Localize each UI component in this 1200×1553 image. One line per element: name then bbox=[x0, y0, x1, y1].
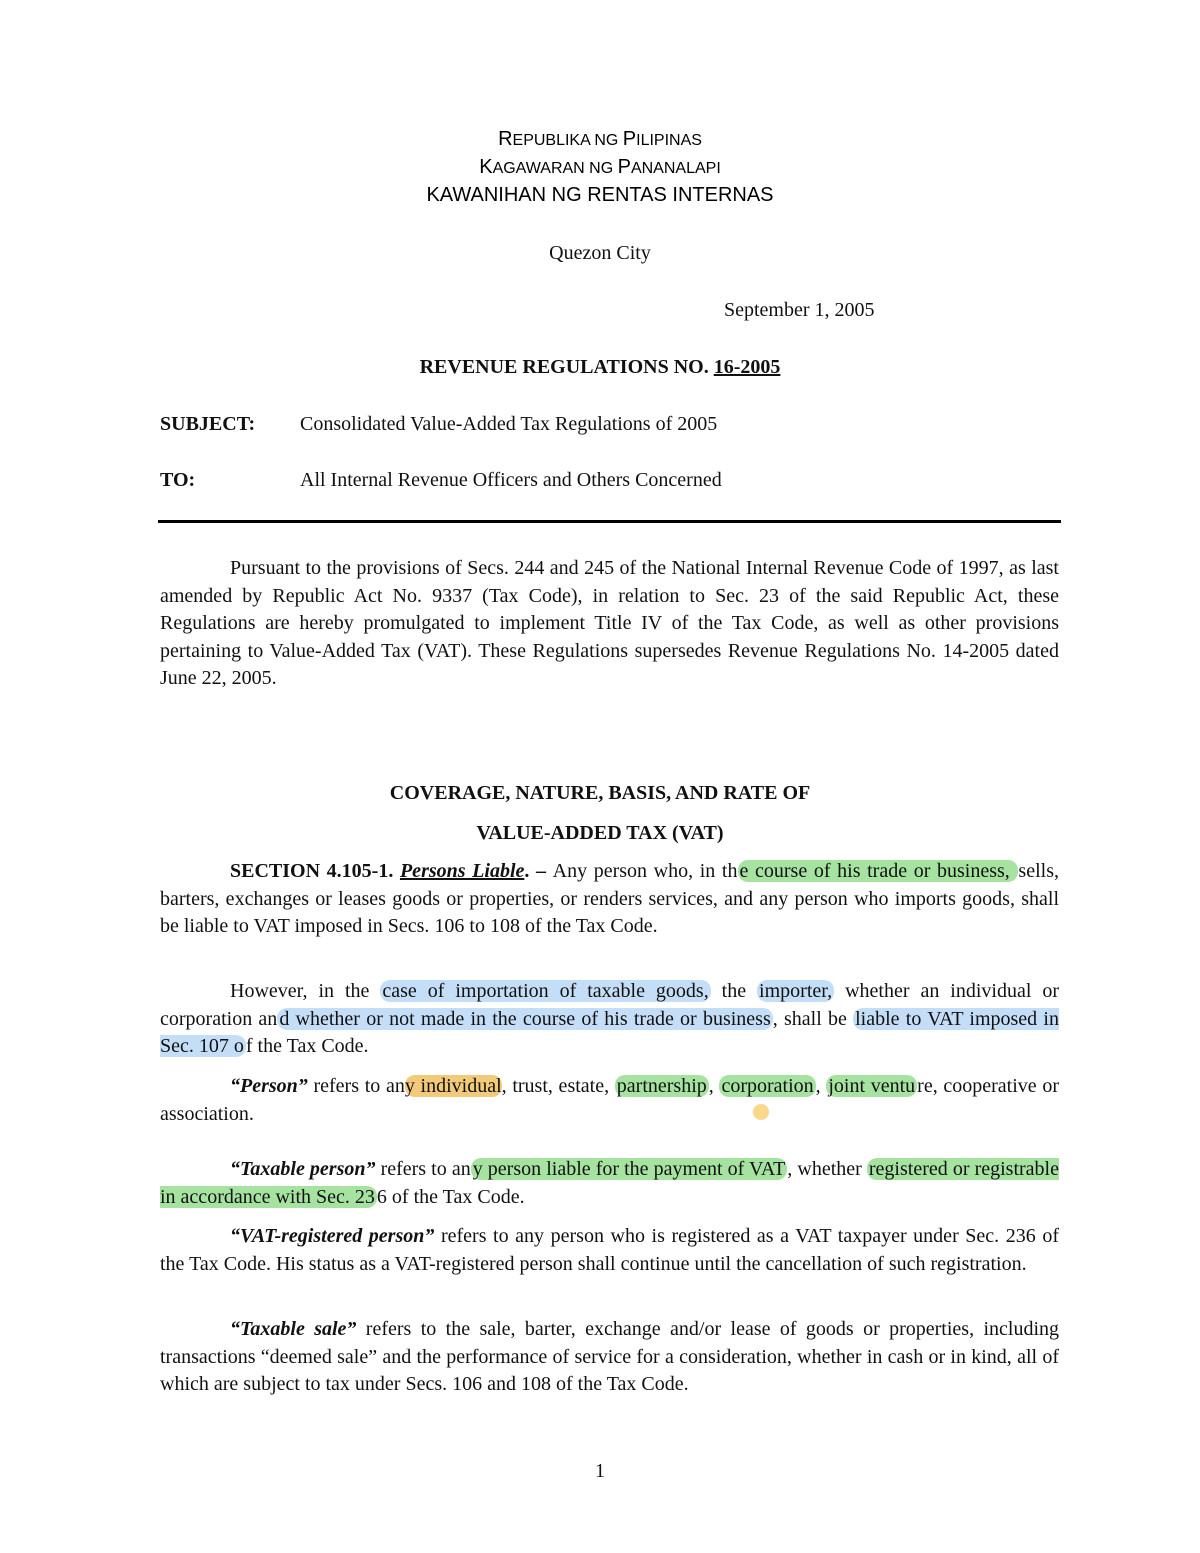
definition-term: “Person” bbox=[230, 1075, 308, 1097]
text-run: However, in the bbox=[230, 980, 381, 1002]
highlight-dot bbox=[753, 1104, 769, 1120]
text-run: , bbox=[815, 1075, 827, 1097]
text-run: sells, barters, exchanges or leases goods or properties, or renders services, and any person who imports goods, shall be liable to VAT imposed in Secs. 106 to 108 of the Tax Code. bbox=[160, 860, 1059, 937]
text-run: refers to an bbox=[375, 1158, 471, 1180]
header-small: EPUBLIKA NG bbox=[512, 132, 623, 149]
vat-registered-definition bbox=[160, 1223, 1059, 1278]
highlight-blue: importer, bbox=[759, 980, 833, 1002]
highlight-green: corporation bbox=[721, 1075, 814, 1097]
regulation-number: 16-2005 bbox=[713, 356, 781, 378]
definition-term: “VAT-registered person” bbox=[230, 1225, 435, 1247]
header-small: ANANALAPI bbox=[630, 160, 721, 177]
header-line-3: KAWANIHAN NG RENTAS INTERNAS bbox=[426, 184, 774, 206]
importation-paragraph bbox=[160, 978, 1059, 1061]
city: Quezon City bbox=[549, 242, 651, 264]
text-run: refers to the sale, barter, exchange and/or lease of goods or properties, including transactions “deemed sale” and the performance of service for a consideration, whether in cash or in kind, all of which are subject to tax under Secs. 106 and 108 of the Tax Code. bbox=[160, 1318, 1060, 1395]
heading-line-2: VALUE-ADDED TAX (VAT) bbox=[476, 822, 724, 844]
text-run: f the Tax Code. bbox=[245, 1035, 369, 1057]
to-label: TO: bbox=[160, 469, 196, 491]
definition-term: “Taxable sale” bbox=[230, 1318, 357, 1340]
text-run: refers to an bbox=[307, 1075, 405, 1097]
highlight-green: partnership bbox=[616, 1075, 707, 1097]
section-number: SECTION 4.105-1. bbox=[230, 860, 400, 882]
header-line-1 bbox=[0, 128, 1200, 151]
header-line-2 bbox=[0, 156, 1200, 179]
header-cap: P bbox=[622, 128, 637, 150]
highlight-blue: case of importation of taxable goods, bbox=[382, 980, 709, 1002]
regulation-prefix: REVENUE REGULATIONS NO. bbox=[419, 356, 714, 378]
taxable-sale-definition bbox=[160, 1316, 1059, 1399]
header-small: AGAWARAN NG bbox=[492, 160, 618, 177]
header-cap: K bbox=[479, 156, 493, 178]
highlight-green: y person liable for the payment of VAT bbox=[472, 1158, 786, 1180]
regulation-title bbox=[0, 356, 1200, 379]
to-value: All Internal Revenue Officers and Others Concerned bbox=[300, 469, 722, 491]
highlight-green: joint ventu bbox=[828, 1075, 916, 1097]
section-title: Persons Liable bbox=[399, 860, 525, 882]
heading-line-1: COVERAGE, NATURE, BASIS, AND RATE OF bbox=[389, 782, 811, 804]
subject-label: SUBJECT: bbox=[160, 413, 256, 435]
highlight-blue: d whether or not made in the course of his trade or business bbox=[279, 1007, 771, 1030]
date: September 1, 2005 bbox=[724, 299, 875, 321]
highlight-blue: liable to VAT imposed in Sec. 107 o bbox=[160, 1007, 1059, 1057]
intro-paragraph: Pursuant to the provisions of Secs. 244 and 245 of the National Internal Revenue Code of 1997, as last amended by Republic Act No. 9337 (Tax Code), in relation to Sec. 23 of the said Republic Act, these Regulations are hereby promulgated to implement Title IV of the Tax Code, as well as other provisions pertaining to Value-Added Tax (VAT). These Regulations supersedes Revenue Regulations No. 14-2005 dated June 22, 2005. bbox=[160, 557, 1059, 689]
text-run: the bbox=[710, 980, 758, 1002]
header-cap: P bbox=[617, 156, 631, 178]
highlight-orange: y individual bbox=[404, 1075, 502, 1097]
text-run: , whether bbox=[787, 1158, 867, 1180]
person-definition bbox=[160, 1073, 1059, 1128]
section-paragraph bbox=[160, 858, 1059, 941]
page-number: 1 bbox=[595, 1460, 605, 1482]
header-cap: R bbox=[498, 128, 513, 150]
highlight-green: registered or registrable in accordance with Sec. 23 bbox=[160, 1158, 1059, 1208]
text-run: Any person who, in th bbox=[552, 860, 738, 882]
section-dash: . – bbox=[524, 860, 553, 882]
text-run: refers to any person who is registered as a VAT taxpayer under Sec. 236 of the Tax Code. His status as a VAT-registered person shall continue until the cancellation of such registration. bbox=[160, 1225, 1059, 1275]
subject-value: Consolidated Value-Added Tax Regulations of 2005 bbox=[300, 413, 718, 435]
divider-rule bbox=[158, 520, 1061, 523]
text-run: re, cooperative or association. bbox=[160, 1075, 1060, 1125]
taxable-person-definition bbox=[160, 1156, 1059, 1211]
text-run: whether an individual or corporation an bbox=[160, 980, 1059, 1030]
text-run: , trust, estate, bbox=[501, 1075, 615, 1097]
highlight-green: e course of his trade or business, bbox=[739, 860, 1017, 882]
text-run: , bbox=[708, 1075, 720, 1097]
header-small: ILIPINAS bbox=[636, 132, 702, 149]
text-run: , shall be bbox=[772, 1007, 854, 1030]
text-run: 6 of the Tax Code. bbox=[376, 1185, 525, 1208]
definition-term: “Taxable person” bbox=[230, 1158, 376, 1180]
